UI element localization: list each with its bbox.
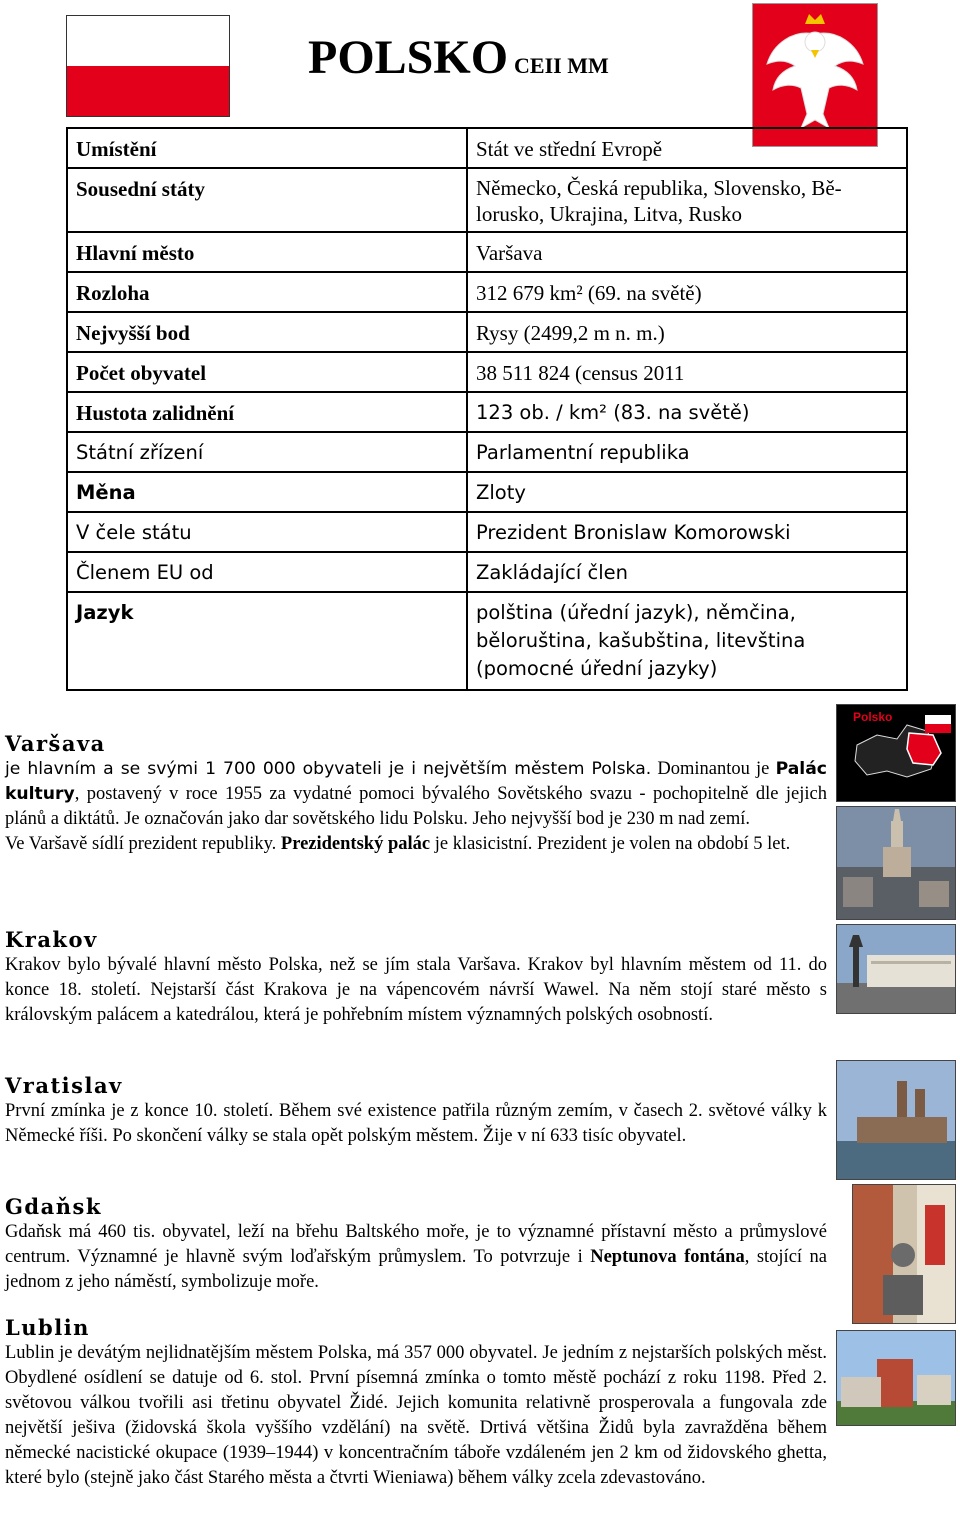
section-text: je hlavním a se svými 1 700 000 obyvateli je i největším městem Polska. bbox=[5, 759, 652, 779]
section-text: , stojící na jednom z jeho náměstí, symbolizuje moře. bbox=[5, 1247, 827, 1292]
row-label: Nejvyšší bod bbox=[67, 312, 467, 352]
table-row bbox=[67, 472, 907, 512]
warsaw-photo bbox=[836, 806, 956, 920]
section-bold-text: Prezidentský palác bbox=[280, 834, 431, 854]
section-title: Krakov bbox=[5, 927, 98, 952]
section-text: , postavený v roce 1955 za vydatné pomoci bývalého Sovětského svazu - pochopitelně dle jejich plánů a diktátů. Je označován jako dar sovětského lidu Polsku. Jeho nejvyšší bod je 230 m nad zemí. bbox=[5, 784, 827, 829]
row-label: Jazyk bbox=[67, 592, 467, 690]
country-info-table bbox=[66, 127, 908, 691]
map-image bbox=[836, 704, 956, 802]
section-title: Vratislav bbox=[5, 1073, 123, 1098]
table-row bbox=[67, 352, 907, 392]
table-row bbox=[67, 432, 907, 472]
row-value: Stát ve střední Evropě bbox=[467, 128, 907, 168]
section-text: Krakov bylo bývalé hlavní město Polska, než se jím stala Varšava. Krakov byl hlavním městem od 11. do konce 18. století. Nejstarší část Krakova je na vápencovém návrší Wawel. Na něm stojí staré město s královským palácem a katedrálou, která je pohřebním místem významných polských osobností. bbox=[5, 955, 827, 1025]
row-value: Zakládající člen bbox=[467, 552, 907, 592]
row-value: Prezident Bronislaw Komorowski bbox=[467, 512, 907, 552]
section-vratislav bbox=[5, 1073, 827, 1149]
row-label: Umístění bbox=[67, 128, 467, 168]
coat-of-arms-icon bbox=[752, 3, 878, 147]
table-row bbox=[67, 392, 907, 432]
section-krakov bbox=[5, 927, 827, 1028]
table-row bbox=[67, 312, 907, 352]
title-text: POLSKO bbox=[308, 31, 509, 84]
section-text: je klasicistní. Prezident je volen na období 5 let. bbox=[430, 834, 791, 854]
table-row bbox=[67, 512, 907, 552]
table-row bbox=[67, 128, 907, 168]
row-value: Rysy (2499,2 m n. m.) bbox=[467, 312, 907, 352]
section-title: Lublin bbox=[5, 1315, 90, 1340]
row-value: Parlamentní republika bbox=[467, 432, 907, 472]
section-text: Ve Varšavě sídlí prezident republiky. bbox=[5, 834, 281, 854]
title-subtitle: CEII MM bbox=[514, 53, 609, 78]
map-label: Polsko bbox=[853, 710, 893, 724]
section-gdansk bbox=[5, 1194, 827, 1295]
lublin-photo bbox=[836, 1330, 956, 1426]
table-row bbox=[67, 272, 907, 312]
section-lublin bbox=[5, 1315, 827, 1491]
table-row bbox=[67, 232, 907, 272]
section-bold-text: Neptunova fontána bbox=[590, 1247, 745, 1267]
row-value: 38 511 824 (census 2011 bbox=[467, 352, 907, 392]
row-value: Německo, Česká republika, Slovensko, Bě-lorusko, Ukrajina, Litva, Rusko bbox=[467, 168, 907, 232]
section-varsava bbox=[5, 731, 827, 857]
table-row bbox=[67, 168, 907, 232]
row-value: polština (úřední jazyk), němčina, běloruština, kašubština, litevština (pomocné úřední jazyky) bbox=[467, 592, 907, 690]
section-text: První zmínka je z konce 10. století. Během své existence patřila různým zemím, v časech 2. světové války k Německé říši. Po skončení války se stala opět polským městem. Žije v ní 633 tisíc obyvatel. bbox=[5, 1101, 827, 1146]
row-label: Státní zřízení bbox=[67, 432, 467, 472]
page-title bbox=[308, 30, 609, 85]
row-label: Rozloha bbox=[67, 272, 467, 312]
row-label: V čele státu bbox=[67, 512, 467, 552]
row-label: Počet obyvatel bbox=[67, 352, 467, 392]
section-title: Varšava bbox=[5, 731, 106, 756]
row-value: 123 ob. / km² (83. na světě) bbox=[467, 392, 907, 432]
table-row bbox=[67, 592, 907, 690]
section-title: Gdaňsk bbox=[5, 1194, 102, 1219]
section-bold-text: Palác kultury bbox=[5, 759, 827, 804]
section-text: Dominantou je bbox=[651, 759, 776, 779]
row-label: Sousední státy bbox=[67, 168, 467, 232]
row-value: Varšava bbox=[467, 232, 907, 272]
row-value: 312 679 km² (69. na světě) bbox=[467, 272, 907, 312]
wroclaw-photo bbox=[836, 1060, 956, 1180]
section-text: Lublin je devátým nejlidnatějším městem Polska, má 357 000 obyvatel. Je jedním z nejstarších polských měst. Obydlené osídlení se datuje od 6. stol. První písemná zmínka o tomto městě pochází z roku 1198. Před 2. světovou válkou tvořili asi třetinu obyvatel Židé. Jejich komunita relativně prosperovala a fungovala zde největší ješiva (židovská škola vyššího vzdělání) na světě. Drtivá většina Židů byla zavražděna během německé nacistické okupace (1939–1944) v koncentračním táboře vzdáleném jen 2 km od židovského ghetta, které bylo (stejně jako část Starého města a čtvrti Wieniawa) během války zcela zdevastováno. bbox=[5, 1343, 827, 1488]
section-text: Gdaňsk má 460 tis. obyvatel, leží na břehu Baltského moře, je to významné přístavní město a průmyslové centrum. Významné je hlavně svým loďařským průmyslem. To potvrzuje i bbox=[5, 1222, 827, 1267]
row-label: Měna bbox=[67, 472, 467, 512]
gdansk-photo bbox=[852, 1184, 956, 1324]
row-label: Členem EU od bbox=[67, 552, 467, 592]
row-label: Hlavní město bbox=[67, 232, 467, 272]
presidential-palace-photo bbox=[836, 924, 956, 1014]
row-value: Zloty bbox=[467, 472, 907, 512]
polish-flag bbox=[66, 15, 230, 117]
table-row bbox=[67, 552, 907, 592]
row-label: Hustota zalidnění bbox=[67, 392, 467, 432]
